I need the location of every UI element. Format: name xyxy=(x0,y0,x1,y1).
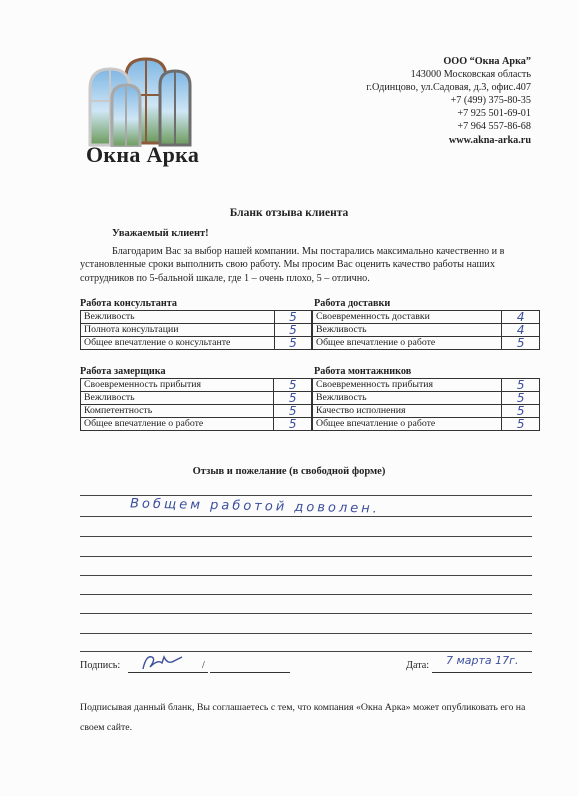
score-field[interactable]: 5 xyxy=(274,392,312,405)
score-field[interactable]: 5 xyxy=(274,337,311,350)
score-field[interactable]: 5 xyxy=(502,392,540,405)
intro-paragraph: Благодарим Вас за выбор нашей компании. Мы постарались максимально качественно и в установленные сроки выполнить свою работу. Мы просим Вас оценить качество работы наших сотрудников по 5-бальной шкале, где 1 – очень плохо, 5 – отлично. xyxy=(80,246,505,284)
table-row xyxy=(313,405,540,418)
score-field[interactable]: 5 xyxy=(502,337,540,350)
score-field[interactable]: 4 xyxy=(502,324,540,337)
arched-windows-logo xyxy=(86,55,196,147)
table-row xyxy=(81,418,312,431)
signature-separator: / xyxy=(202,660,205,671)
review-line xyxy=(80,633,532,634)
installers-rating-table xyxy=(312,378,540,431)
table-row xyxy=(81,324,312,337)
criterion-label: Компетентность xyxy=(81,405,274,418)
signature-label: Подпись: xyxy=(80,660,121,671)
section-installers-title: Работа монтажников xyxy=(314,366,412,377)
phone-1: +7 (499) 375-80-35 xyxy=(450,95,531,107)
score-field[interactable]: 5 xyxy=(502,405,540,418)
review-title: Отзыв и пожелание (в свободной форме) xyxy=(192,466,386,477)
score-field[interactable]: 5 xyxy=(502,418,540,431)
contacts-block xyxy=(366,55,531,147)
score-field[interactable]: 4 xyxy=(502,311,540,324)
score-field[interactable]: 5 xyxy=(274,324,311,337)
score-field[interactable]: 5 xyxy=(502,379,540,392)
address-line-1: 143000 Московская область xyxy=(410,69,531,81)
address-line-2: г.Одинцово, ул.Садовая, д.3, офис.407 xyxy=(366,82,531,94)
criterion-label: Вежливость xyxy=(313,392,502,405)
date-label: Дата: xyxy=(406,660,430,671)
review-handwritten-text: Вобщем работой доволен. xyxy=(129,496,381,517)
score-field[interactable]: 5 xyxy=(274,379,312,392)
criterion-label: Общее впечатление о работе xyxy=(313,337,502,350)
criterion-label: Своевременность прибытия xyxy=(81,379,274,392)
section-measurer-title: Работа замерщика xyxy=(80,366,166,377)
table-row xyxy=(313,418,540,431)
review-line xyxy=(80,536,532,537)
form-title: Бланк отзыва клиента xyxy=(229,207,349,219)
table-row xyxy=(313,379,540,392)
website-link[interactable]: www.akna-arka.ru xyxy=(448,134,531,146)
criterion-label: Общее впечатление о работе xyxy=(313,418,502,431)
org-name: ООО “Окна Арка” xyxy=(443,56,531,67)
table-row xyxy=(81,311,312,324)
handwritten-signature xyxy=(140,651,190,673)
date-handwritten: 7 марта 17г. xyxy=(446,654,519,667)
score-field[interactable]: 5 xyxy=(274,311,311,324)
table-row xyxy=(81,337,312,350)
measurer-rating-table xyxy=(80,378,312,431)
criterion-label: Своевременность прибытия xyxy=(313,379,502,392)
criterion-label: Вежливость xyxy=(81,392,274,405)
signature-name-line[interactable] xyxy=(210,672,290,673)
table-row xyxy=(81,379,312,392)
phone-3: +7 964 557-86-68 xyxy=(457,121,531,133)
review-line xyxy=(80,556,532,557)
table-row xyxy=(313,392,540,405)
review-line xyxy=(80,516,532,517)
table-row xyxy=(313,324,540,337)
table-row xyxy=(81,392,312,405)
delivery-rating-table xyxy=(312,310,540,350)
criterion-label: Вежливость xyxy=(313,324,502,337)
footer-consent-text: Подписывая данный бланк, Вы соглашаетесь с тем, что компания «Окна Арка» может опубликовать его на своем сайте. xyxy=(80,702,526,733)
criterion-label: Полнота консультации xyxy=(81,324,275,337)
score-field[interactable]: 5 xyxy=(274,418,312,431)
table-row xyxy=(313,337,540,350)
phone-2: +7 925 501-69-01 xyxy=(457,108,531,120)
table-row xyxy=(313,311,540,324)
review-line xyxy=(80,575,532,576)
review-line xyxy=(80,613,532,614)
section-consultant-title: Работа консультанта xyxy=(80,298,177,309)
section-delivery-title: Работа доставки xyxy=(314,298,391,309)
review-line xyxy=(80,594,532,595)
brand-name: Окна Арка xyxy=(86,142,200,167)
table-row xyxy=(81,405,312,418)
greeting: Уважаемый клиент! xyxy=(112,228,209,239)
criterion-label: Своевременность доставки xyxy=(313,311,502,324)
date-line[interactable] xyxy=(432,672,532,673)
criterion-label: Вежливость xyxy=(81,311,275,324)
criterion-label: Качество исполнения xyxy=(313,405,502,418)
criterion-label: Общее впечатление о консультанте xyxy=(81,337,275,350)
score-field[interactable]: 5 xyxy=(274,405,312,418)
criterion-label: Общее впечатление о работе xyxy=(81,418,274,431)
consultant-rating-table xyxy=(80,310,312,350)
